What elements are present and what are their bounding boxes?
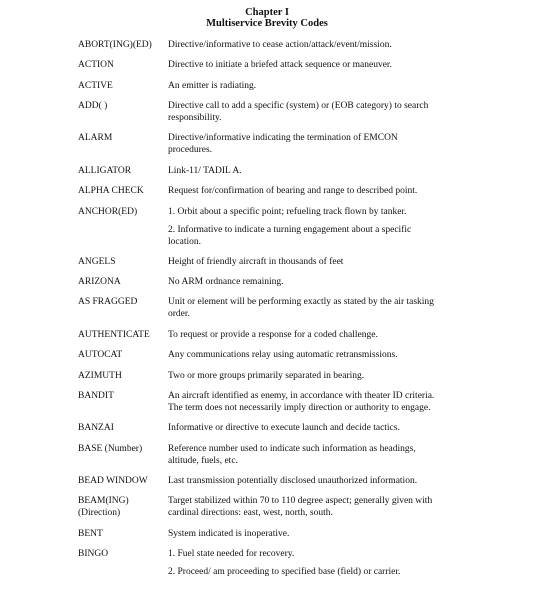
term-alpha-check: ALPHA CHECK: [78, 186, 144, 196]
term-anchor: ANCHOR(ED): [78, 207, 138, 217]
definition-beam: Target stabilized within 70 to 110 degree aspect; generally given with cardinal directions: east, west, north, south.: [168, 496, 433, 518]
definition-azimuth: Two or more groups primarily separated in bearing.: [168, 371, 365, 381]
term-abort: ABORT(ING)(ED): [78, 40, 152, 50]
definition-autocat: Any communications relay using automatic retransmissions.: [168, 350, 398, 360]
term-bent: BENT: [78, 529, 103, 539]
definition-anchor-1: 1. Orbit about a specific point; refueling track flown by tanker.: [168, 207, 407, 217]
term-alarm: ALARM: [78, 133, 113, 143]
term-add: ADD( ): [78, 101, 108, 111]
term-active: ACTIVE: [78, 81, 113, 91]
definition-authenticate: To request or provide a response for a coded challenge.: [168, 330, 378, 340]
page-title: Multiservice Brevity Codes: [206, 18, 328, 29]
definition-alpha-check: Request for/confirmation of bearing and range to described point.: [168, 186, 418, 196]
definition-action: Directive to initiate a briefed attack sequence or maneuver.: [168, 60, 392, 70]
term-bead-window: BEAD WINDOW: [78, 476, 148, 486]
term-action: ACTION: [78, 60, 114, 70]
definition-alarm: Directive/informative indicating the termination of EMCON procedures.: [168, 133, 398, 155]
definition-bingo-2: 2. Proceed/ am proceeding to specified base (field) or carrier.: [168, 567, 401, 577]
term-beam: BEAM(ING) (Direction): [78, 496, 129, 518]
term-authenticate: AUTHENTICATE: [78, 330, 150, 340]
term-arizona: ARIZONA: [78, 277, 121, 287]
definition-base: Reference number used to indicate such information as headings, altitude, fuels, etc.: [168, 444, 416, 466]
definition-bingo-1: 1. Fuel state needed for recovery.: [168, 549, 295, 559]
term-angels: ANGELS: [78, 257, 116, 267]
term-as-fragged: AS FRAGGED: [78, 297, 138, 307]
term-bingo: BINGO: [78, 549, 109, 559]
definition-active: An emitter is radiating.: [168, 81, 257, 91]
definition-as-fragged: Unit or element will be performing exactly as stated by the air tasking order.: [168, 297, 434, 319]
chapter-label: Chapter I: [245, 7, 289, 18]
term-alligator: ALLIGATOR: [78, 166, 132, 176]
definition-arizona: No ARM ordnance remaining.: [168, 277, 284, 287]
definition-abort: Directive/informative to cease action/attack/event/mission.: [168, 40, 392, 50]
definition-add: Directive call to add a specific (system) or (EOB category) to search responsibility.: [168, 101, 429, 123]
term-base: BASE (Number): [78, 444, 143, 454]
term-bandit: BANDIT: [78, 391, 114, 401]
definition-alligator: Link-11/ TADIL A.: [168, 166, 242, 176]
definition-banzai: Informative or directive to execute launch and decide tactics.: [168, 423, 400, 433]
term-banzai: BANZAI: [78, 423, 114, 433]
definition-angels: Height of friendly aircraft in thousands of feet: [168, 257, 344, 267]
definition-anchor-2: 2. Informative to indicate a turning engagement about a specific location.: [168, 225, 412, 247]
definition-bandit: An aircraft identified as enemy, in accordance with theater ID criteria. The term does not necessarily imply direction or authority to engage.: [168, 391, 435, 413]
definition-bead-window: Last transmission potentially disclosed unauthorized information.: [168, 476, 418, 486]
term-azimuth: AZIMUTH: [78, 371, 122, 381]
definition-bent: System indicated is inoperative.: [168, 529, 290, 539]
term-autocat: AUTOCAT: [78, 350, 123, 360]
